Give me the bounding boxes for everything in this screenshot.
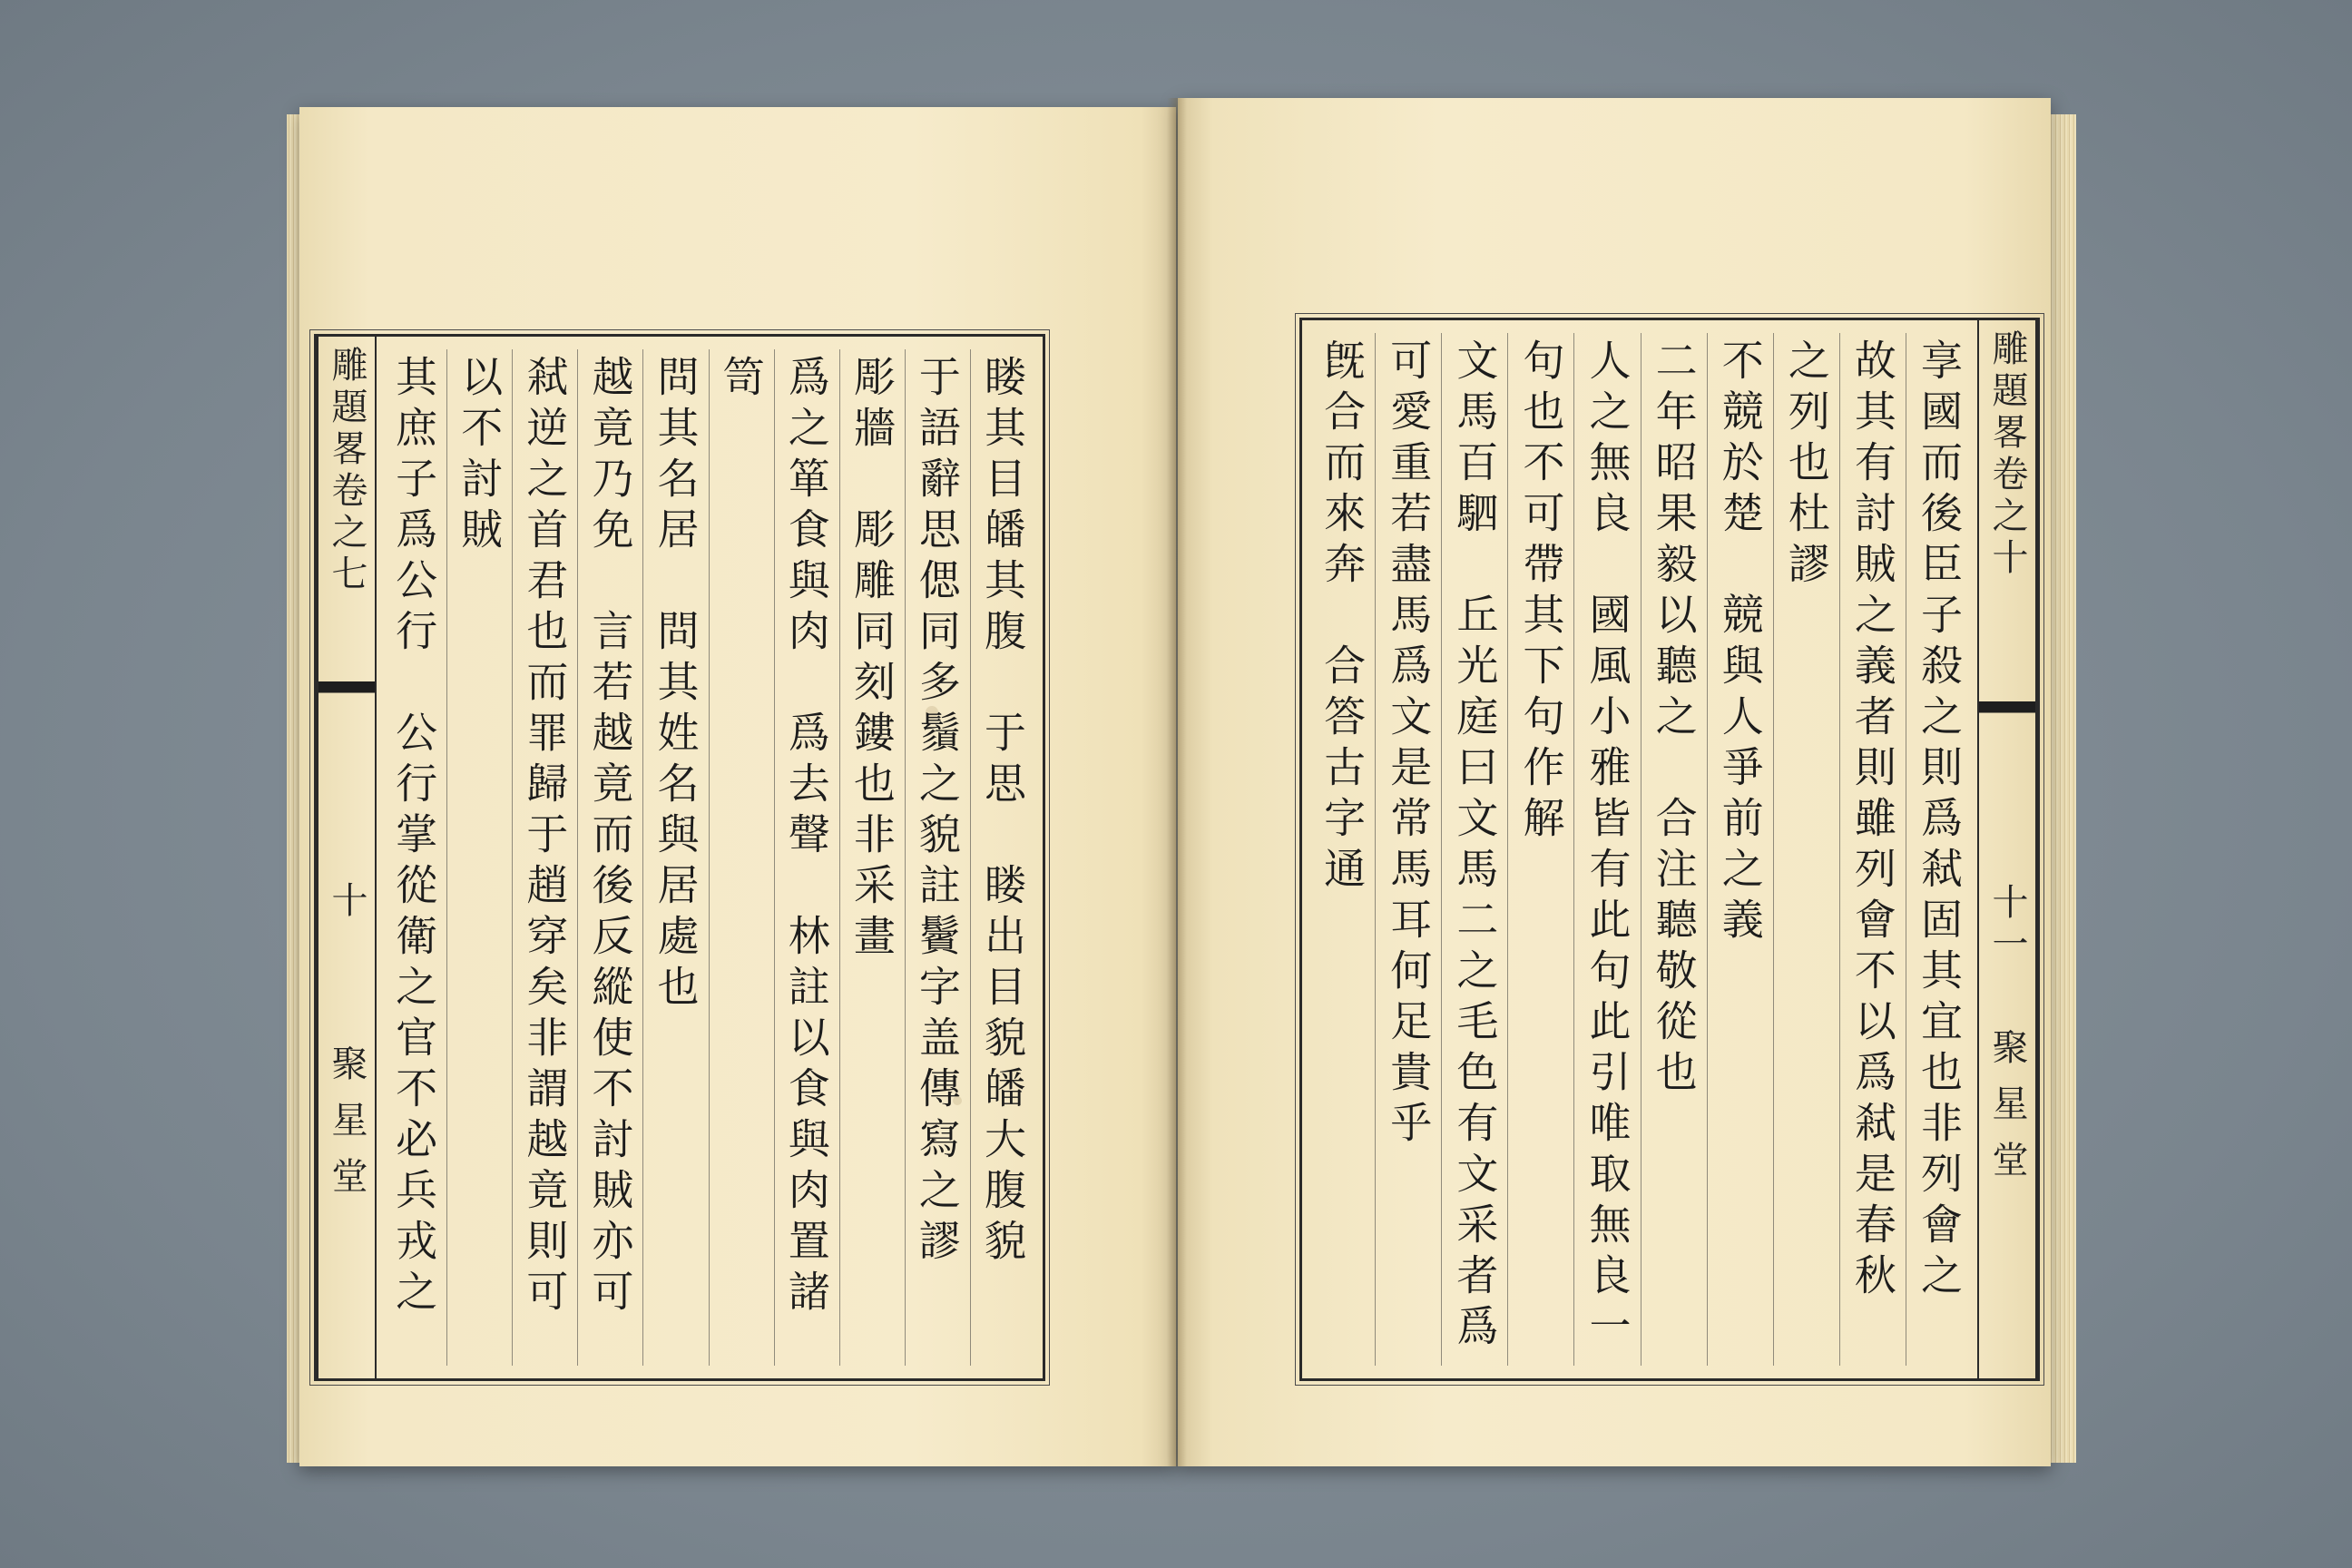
text-column: 不競於楚 競與人爭前之義 (1707, 333, 1773, 1366)
text-column: 享國而後臣子殺之則爲弒固其宜也非列會之 (1906, 333, 1972, 1366)
text-column: 問其名居 問其姓名與居處也 (642, 349, 708, 1366)
text-column: 爲之箪食與肉 爲去聲 林註以食與肉置諸 (774, 349, 839, 1366)
right-folio-number: 十一 (1986, 883, 2028, 966)
text-column: 笥 (709, 349, 774, 1366)
text-column: 文馬百駟 丘光庭曰文馬二之毛色有文采者爲 (1441, 333, 1507, 1366)
left-publisher-name: 聚星堂 (326, 1044, 368, 1213)
right-print-block (1299, 318, 2040, 1381)
text-column: 句也不可帶其下句作解 (1507, 333, 1573, 1366)
right-text-columns (1309, 333, 1972, 1366)
left-folio-number: 十 (326, 881, 368, 923)
text-column: 旣合而來奔 合答古字通 (1318, 338, 1367, 897)
text-column: 人之無良 國風小雅皆有此句此引唯取無良一 (1573, 333, 1640, 1366)
text-column: 以不討賊 (446, 349, 512, 1366)
fish-tail-mark (318, 681, 375, 707)
fish-tail-mark (1979, 701, 2035, 727)
text-column: 可愛重若盡馬爲文是常馬耳何足貴乎 (1375, 333, 1441, 1366)
text-column: 䁖其目皤其腹 于思 䁖出目貌皤大腹貌 (970, 349, 1035, 1366)
left-block-centre (317, 337, 377, 1378)
left-text-columns (382, 349, 1035, 1366)
right-page-edges (2049, 114, 2076, 1463)
text-column: 于語辭思偲同多鬚之貌註鬢字盖傳寫之謬 (905, 349, 970, 1366)
text-column: 越竟乃免 言若越竟而後反縱使不討賊亦可 (577, 349, 642, 1366)
text-column: 之列也杜謬 (1773, 333, 1839, 1366)
text-column: 二年昭果毅以聽之 合注聽敬從也 (1641, 333, 1707, 1366)
text-column: 故其有討賊之義者則雖列會不以爲弒是春秋 (1839, 333, 1906, 1366)
right-block-centre (1977, 320, 2037, 1378)
left-print-block (314, 334, 1045, 1381)
right-block-centre-title: 雕題畧卷之十 (1986, 329, 2028, 580)
gutter (1167, 98, 1187, 1466)
text-column: 彫牆 彫雕同刻鏤也非采畫 (839, 349, 905, 1366)
text-column: 其庶子爲公行 公行掌從衛之官不必兵戎之 (389, 355, 439, 1320)
left-block-centre-title: 雕題畧卷之七 (326, 346, 368, 596)
text-column: 弒逆之首君也而罪歸于趙穿矣非謂越竟則可 (512, 349, 577, 1366)
right-publisher-name: 聚星堂 (1986, 1028, 2028, 1197)
